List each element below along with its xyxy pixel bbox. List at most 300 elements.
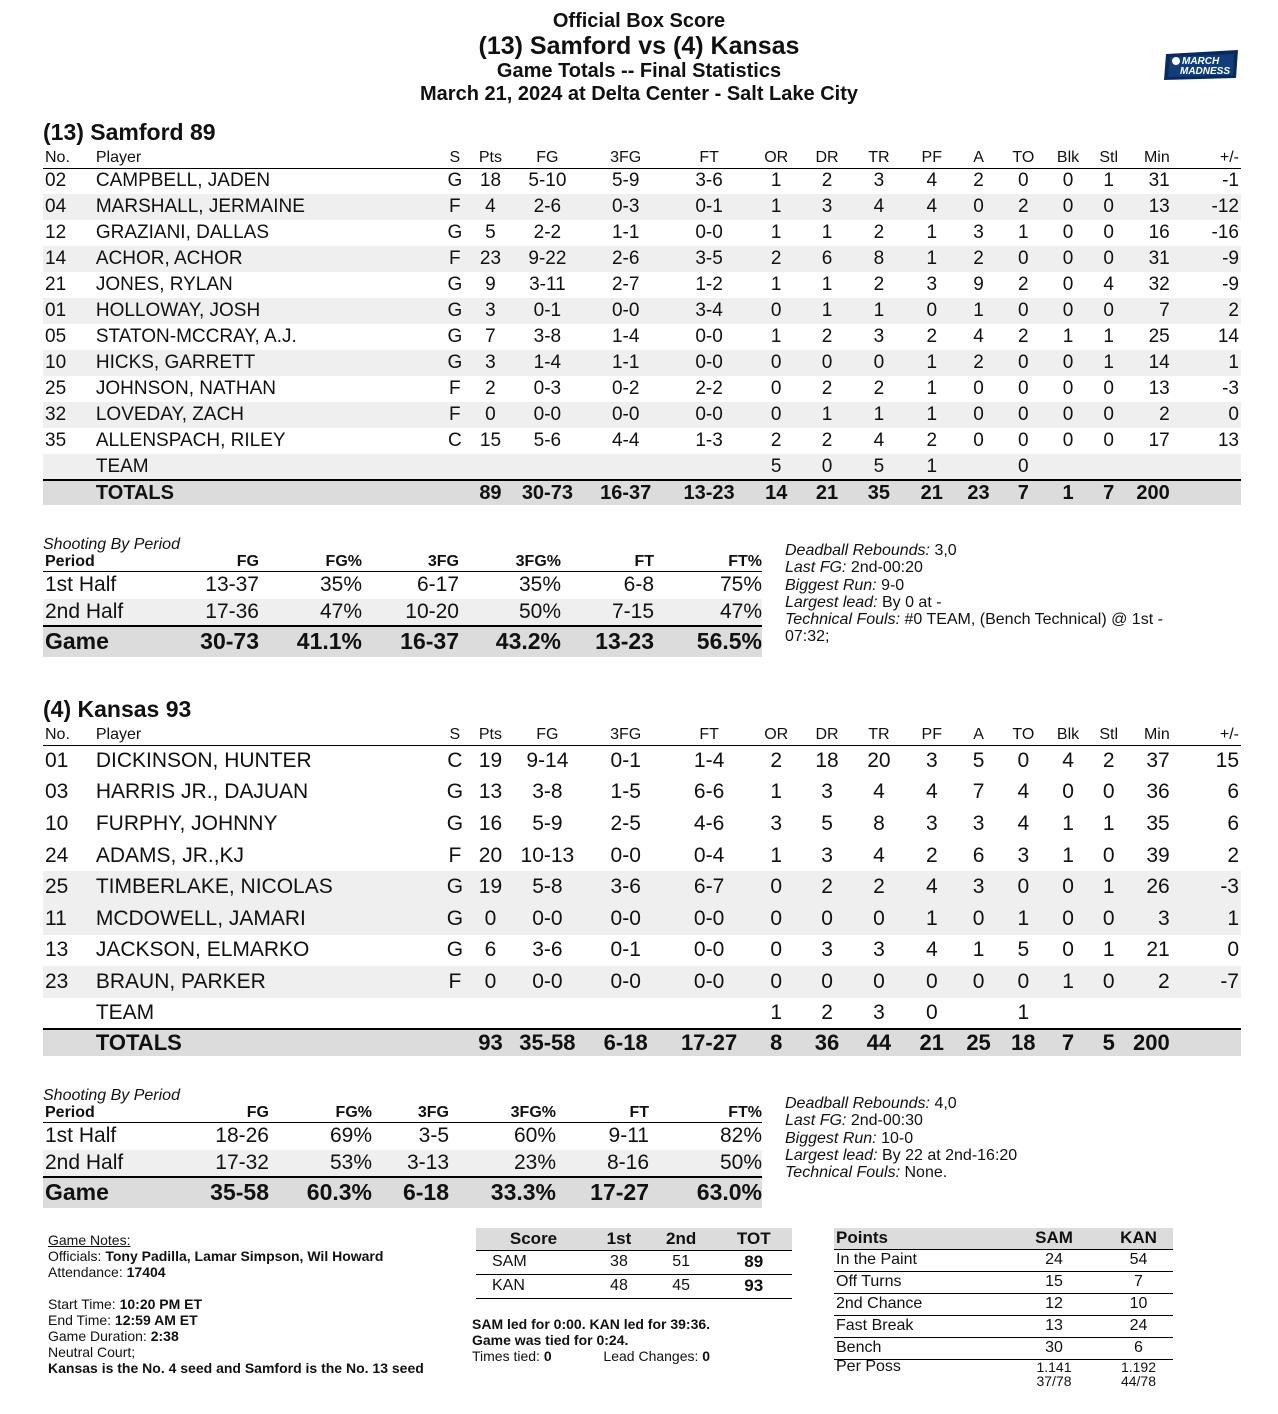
stat-cell: 3-4 [695,300,723,321]
column-header: FT [667,148,750,168]
stat-cell: 4 [873,196,885,217]
column-header: Blk [1048,148,1089,168]
note-label: Largest lead: [785,593,878,611]
score-cell: 45 [647,1274,716,1298]
stat-cell [1129,998,1170,1030]
stat-cell: 1 [1062,326,1074,347]
points-cell: 6 [1104,1337,1173,1359]
stat-cell: 0 [1102,969,1115,993]
stat-cell: 4-6 [693,811,725,835]
stat-cell: 3 [873,170,885,192]
times-tied-label: Times tied: [472,1348,540,1364]
points-breakdown-table [834,1228,1173,1391]
stat-cell: 4 [973,326,984,347]
shooting-cell: 7-15 [561,599,654,626]
stat-cell: 3 [873,326,885,347]
note-value: 10-0 [881,1129,914,1147]
stat-cell: 0-0 [693,969,725,993]
stat-cell: 3 [1017,843,1030,867]
stat-cell: 9 [973,274,984,295]
stat-cell: 0 [1018,455,1029,477]
shooting-cell: 50% [459,599,561,626]
stat-cell: 10 [45,811,69,835]
stat-cell: 0 [1062,938,1074,962]
player-row [43,428,1241,454]
stat-cell: 2-2 [533,222,562,243]
stat-cell: 1 [1062,811,1074,835]
shooting-header: 3FG% [449,1104,556,1123]
stat-cell: TEAM [95,1001,155,1025]
points-row [834,1249,1173,1271]
totals-cell [1170,480,1241,505]
column-header: S [440,725,471,745]
stat-cell: 15 [1215,749,1239,773]
score-header: 2nd [647,1228,716,1250]
stat-cell: 6 [1227,780,1239,804]
totals-cell: 35-58 [511,1029,584,1056]
stat-cell: 21 [45,274,67,295]
player-row [43,246,1241,272]
stat-cell: 14 [1217,326,1239,347]
player-row [43,324,1241,350]
stat-cell: 8 [873,248,885,269]
stat-cell: 2 [873,875,885,899]
note-value: By 0 at - [881,593,942,611]
stat-cell: 0 [821,352,833,373]
note-label: Biggest Run: [785,1129,877,1147]
note-label: Technical Fouls: [785,611,901,629]
start-value: 10:20 PM ET [119,1296,203,1312]
stat-cell: 13 [478,780,503,804]
stat-cell: 0-1 [610,749,641,773]
column-header: +/- [1170,148,1241,168]
totals-cell [440,480,471,505]
stat-cell: 1 [821,274,833,295]
stat-cell: 6-7 [693,875,725,899]
stat-cell: 0 [873,352,885,373]
stat-cell: F [448,843,462,867]
stat-cell: 0 [1018,404,1029,425]
note-value: 3,0 [934,542,957,559]
stat-cell: 0-0 [693,938,725,962]
stat-cell: 2-6 [611,248,640,269]
score-cell: 51 [647,1250,716,1274]
score-cell: KAN [476,1274,591,1298]
stat-cell: 1 [873,300,885,321]
stat-cell: 3-8 [532,780,563,804]
stat-cell: 21 [1146,938,1170,962]
stat-cell [667,454,750,480]
player-row [43,871,1241,903]
stat-cell [43,454,94,480]
stat-cell: 0 [1103,378,1114,399]
column-header: No. [43,148,94,168]
player-row [43,272,1241,298]
stat-cell: 3-6 [610,875,641,899]
stat-cell: 1 [1103,326,1114,347]
stat-cell: 0 [1018,300,1029,321]
stat-cell: 0 [1062,300,1074,321]
stat-cell: 0 [1018,248,1029,269]
stat-cell: 0 [1018,430,1029,451]
shooting-game-cell: 41.1% [259,626,362,657]
shooting-cell: 47% [654,599,762,626]
duration-label: Game Duration: [48,1328,147,1344]
column-header: PF [905,148,958,168]
player-row [43,903,1241,935]
note-line [785,1112,1185,1129]
stat-cell: 5 [873,455,885,477]
stat-cell: 39 [1146,843,1170,867]
stat-cell: 0 [821,969,833,993]
stat-cell: 1-4 [693,749,725,773]
duration-value: 2:38 [150,1328,179,1344]
shooting-cell: 1st Half [45,1124,117,1148]
stat-cell: 0 [770,378,782,399]
stat-cell: 14 [1148,352,1170,373]
note-label: Deadball Rebounds: [785,542,930,559]
per-poss-row [834,1359,1173,1391]
samford-box-score-table [43,148,1241,505]
note-line [785,1164,1185,1181]
column-header: TO [999,148,1048,168]
stat-cell [470,998,511,1030]
stat-cell: 1 [770,780,783,804]
stat-cell: 31 [1148,170,1170,192]
stat-cell: C [447,430,462,451]
column-header: TR [852,725,905,745]
stat-cell: JACKSON, ELMARKO [95,938,310,962]
end-time-line [48,1312,428,1328]
shooting-header: 3FG [372,1104,449,1123]
stat-cell: 0 [1103,248,1114,269]
report-subtitle: Game Totals -- Final Statistics [496,60,782,82]
stat-cell: 0-0 [611,404,640,425]
column-header: FT [667,725,750,745]
stat-cell: 1 [926,248,938,269]
logo-text-1: MARCH [1182,56,1220,67]
stat-cell: 0 [1062,196,1074,217]
column-header: Stl [1088,148,1129,168]
stat-cell: 0 [1062,170,1074,192]
stat-cell: 1-4 [611,326,640,347]
points-row [834,1337,1173,1359]
per-poss-sam [1004,1359,1104,1391]
stat-cell: 1-1 [611,352,640,373]
column-header: 3FG [584,725,667,745]
stat-cell: MCDOWELL, JAMARI [95,906,306,930]
stat-cell [1170,998,1241,1030]
note-line [785,1095,1185,1112]
shooting-header: 3FG [362,553,459,572]
stat-cell: 19 [478,875,503,899]
note-line [785,611,1185,646]
totals-cell [43,480,94,505]
samford-title: (13) Samford 89 [43,119,216,145]
shooting-cell: 82% [719,1124,762,1148]
stat-cell: 2 [1018,326,1029,347]
totals-cell: 25 [958,1029,999,1056]
stat-cell: G [447,170,463,192]
stat-cell: MARSHALL, JERMAINE [95,196,305,217]
note-line [785,1147,1185,1164]
stat-cell: GRAZIANI, DALLAS [95,222,270,243]
stat-cell: -16 [1211,222,1239,243]
end-label: End Time: [48,1312,112,1328]
stat-cell: 0 [1103,430,1114,451]
stat-cell: G [446,780,464,804]
stat-cell: 10-13 [520,843,575,867]
shooting-cell: 35% [319,573,362,597]
totals-cell: 5 [1088,1029,1129,1056]
stat-cell: 0 [1018,378,1029,399]
stat-cell: 2 [873,274,885,295]
totals-cell: 21 [905,480,958,505]
stat-cell: G [447,274,463,295]
score-cell: 93 [715,1274,792,1298]
player-row [43,298,1241,324]
duration-line [48,1328,428,1344]
totals-cell: 17-27 [667,1029,750,1056]
shooting-cell: 35% [518,573,561,597]
start-time-line [48,1296,428,1312]
score-row [476,1250,792,1274]
score-row [476,1274,792,1298]
stat-cell: 2 [1018,196,1029,217]
lead-line-2: Game was tied for 0:24. [472,1332,629,1348]
note-value: 9-0 [881,576,905,594]
stat-cell: 32 [1148,274,1170,295]
stat-cell: ADAMS, JR.,KJ [95,843,245,867]
column-header: Blk [1048,725,1089,745]
shooting-cell: 69% [329,1124,372,1148]
points-cell: 15 [1004,1271,1104,1293]
stat-cell: 02 [45,170,67,192]
stat-cell: 37 [1146,749,1170,773]
times-tied-value: 0 [543,1348,552,1364]
lead-line-1: SAM led for 0:00. KAN led for 39:36. [472,1316,711,1332]
stat-cell: 1 [1102,811,1115,835]
stat-cell: 1 [926,352,938,373]
totals-row [43,1029,1241,1056]
totals-cell: 14 [751,480,802,505]
stat-cell: 1 [770,274,782,295]
stat-cell: 3 [821,196,833,217]
stat-cell: 0 [1017,749,1030,773]
shooting-game-cell: 33.3% [449,1177,556,1208]
stat-cell: 0-0 [610,906,641,930]
stat-cell: 0 [770,875,783,899]
player-row [43,777,1241,809]
stat-cell: 4 [1062,749,1074,773]
stat-cell: 2 [821,430,833,451]
column-header: OR [751,148,802,168]
per-poss-kan-sub: 44/78 [1120,1372,1157,1389]
stat-cell: 0-0 [695,352,723,373]
shooting-game-row [43,1177,762,1208]
stat-cell: 20 [478,843,503,867]
points-row [834,1293,1173,1315]
totals-cell: 7 [1048,1029,1089,1056]
stat-cell: 4 [1103,274,1114,295]
stat-cell: 1 [1062,969,1074,993]
points-cell: In the Paint [834,1249,1004,1271]
stat-cell: 13 [1148,378,1170,399]
points-header: SAM [1004,1228,1104,1249]
note-value: #0 TEAM, (Bench Technical) @ 1st - 07:32; [785,611,1163,646]
stat-cell [440,998,471,1030]
shooting-game-cell: 6-18 [372,1177,449,1208]
stat-cell: 1 [770,196,782,217]
stat-cell: 1 [972,938,985,962]
stat-cell: 0-0 [695,326,723,347]
totals-cell: 13-23 [667,480,750,505]
stat-cell: 0 [925,1001,938,1025]
stat-cell: 9 [485,274,496,295]
shooting-game-cell: Game [43,626,173,657]
stat-cell: 2 [485,378,496,399]
stat-cell: 6 [1227,811,1239,835]
stat-cell: 0 [1227,938,1239,962]
shooting-row [43,1150,762,1177]
stat-cell: 16 [478,811,503,835]
player-row [43,840,1241,872]
shooting-cell: 23% [449,1150,556,1177]
shooting-header: Period [43,553,173,572]
totals-cell: 1 [1048,480,1089,505]
matchup-title: (13) Samford vs (4) Kansas [478,32,800,60]
stat-cell: F [449,378,461,399]
stat-cell: 4 [873,780,885,804]
totals-cell: 23 [958,480,999,505]
stat-cell: 0 [973,378,984,399]
stat-cell [958,998,999,1030]
shooting-cell: 53% [269,1150,372,1177]
logo-text-2: MADNESS [1180,66,1231,77]
shooting-cell: 17-32 [173,1150,269,1177]
stat-cell [470,454,511,480]
totals-row [43,480,1241,505]
stat-cell: 5-9 [611,170,640,192]
stat-cell: G [446,938,464,962]
totals-cell: 6-18 [584,1029,667,1056]
stat-cell: 0 [1103,404,1114,425]
totals-cell: 21 [905,1029,958,1056]
stat-cell: 0 [1103,222,1114,243]
stat-cell: 4 [925,780,938,804]
stat-cell: F [449,196,461,217]
score-header: Score [476,1228,591,1250]
stat-cell [43,998,94,1030]
totals-cell: 36 [802,1029,853,1056]
stat-cell: G [446,875,464,899]
column-header: A [958,148,999,168]
shooting-cell: 13-37 [205,573,259,597]
stat-cell: 0 [1062,274,1074,295]
shooting-cell: 18-26 [215,1124,269,1148]
column-header: FG [511,148,584,168]
shooting-cell: 75% [719,573,762,597]
note-label: Biggest Run: [785,576,877,594]
shooting-game-cell: 60.3% [269,1177,372,1208]
stat-cell: 32 [45,404,67,425]
note-line [785,559,1185,576]
game-notes [48,1232,428,1376]
stat-cell: HOLLOWAY, JOSH [95,300,261,321]
stat-cell: 0 [973,430,984,451]
stat-cell: 1 [821,222,833,243]
stat-cell: FURPHY, JOHNNY [95,811,278,835]
stat-cell: 6 [972,843,985,867]
stat-cell: LOVEDAY, ZACH [95,404,245,425]
stat-cell: BRAUN, PARKER [95,969,266,993]
stat-cell: 14 [45,248,67,269]
stat-cell: 0 [1062,352,1074,373]
stat-cell: JONES, RYLAN [95,274,233,295]
stat-cell [1048,454,1089,480]
stat-cell: 1 [1102,875,1115,899]
date-venue: March 21, 2024 at Delta Center - Salt Lake City [420,83,858,105]
stat-cell: 1 [770,843,783,867]
player-row [43,966,1241,998]
stat-cell: 3 [821,938,833,962]
shooting-game-cell: 43.2% [459,626,561,657]
points-cell: 24 [1004,1249,1104,1271]
stat-cell: 0-0 [693,906,725,930]
stat-cell: TIMBERLAKE, NICOLAS [95,875,333,899]
totals-cell [1170,1029,1241,1056]
note-label: Technical Fouls: [785,1164,901,1182]
stat-cell: 7 [1159,300,1170,321]
stat-cell: 3 [972,875,985,899]
shooting-header: FG% [269,1104,372,1123]
stat-cell: 2 [1159,404,1170,425]
stat-cell: 3 [873,938,885,962]
stat-cell: G [447,222,463,243]
stat-cell: F [449,404,461,425]
stat-cell [1048,998,1089,1030]
stat-cell: 2 [1227,843,1239,867]
points-header: KAN [1104,1228,1173,1249]
stat-cell: 5 [485,222,496,243]
stat-cell: 3 [770,811,783,835]
shooting-cell: 3-5 [418,1124,449,1148]
totals-cell: 200 [1129,480,1170,505]
attendance-value: 17404 [126,1264,166,1280]
stat-cell: 0 [1103,300,1114,321]
stat-cell: 3 [821,780,833,804]
lead-info [472,1316,802,1364]
stat-cell: 3 [926,274,938,295]
stat-cell: 1 [1018,222,1029,243]
shooting-cell: 3-13 [372,1150,449,1177]
points-row [834,1271,1173,1293]
stat-cell: 2 [1158,969,1170,993]
shooting-cell: 1st Half [45,573,117,597]
stat-cell: 4-4 [611,430,640,451]
stat-cell: 0 [1062,430,1074,451]
stat-cell: 1 [770,170,782,192]
stat-cell: 16 [1148,222,1170,243]
score-header: 1st [591,1228,647,1250]
stat-cell: 0 [1102,780,1115,804]
stat-cell: 0-0 [611,300,640,321]
stat-cell: 0 [1062,780,1074,804]
stat-cell: 25 [45,378,67,399]
stat-cell: -7 [1220,969,1239,993]
stat-cell: 3-6 [695,170,723,192]
column-header: PF [905,725,958,745]
